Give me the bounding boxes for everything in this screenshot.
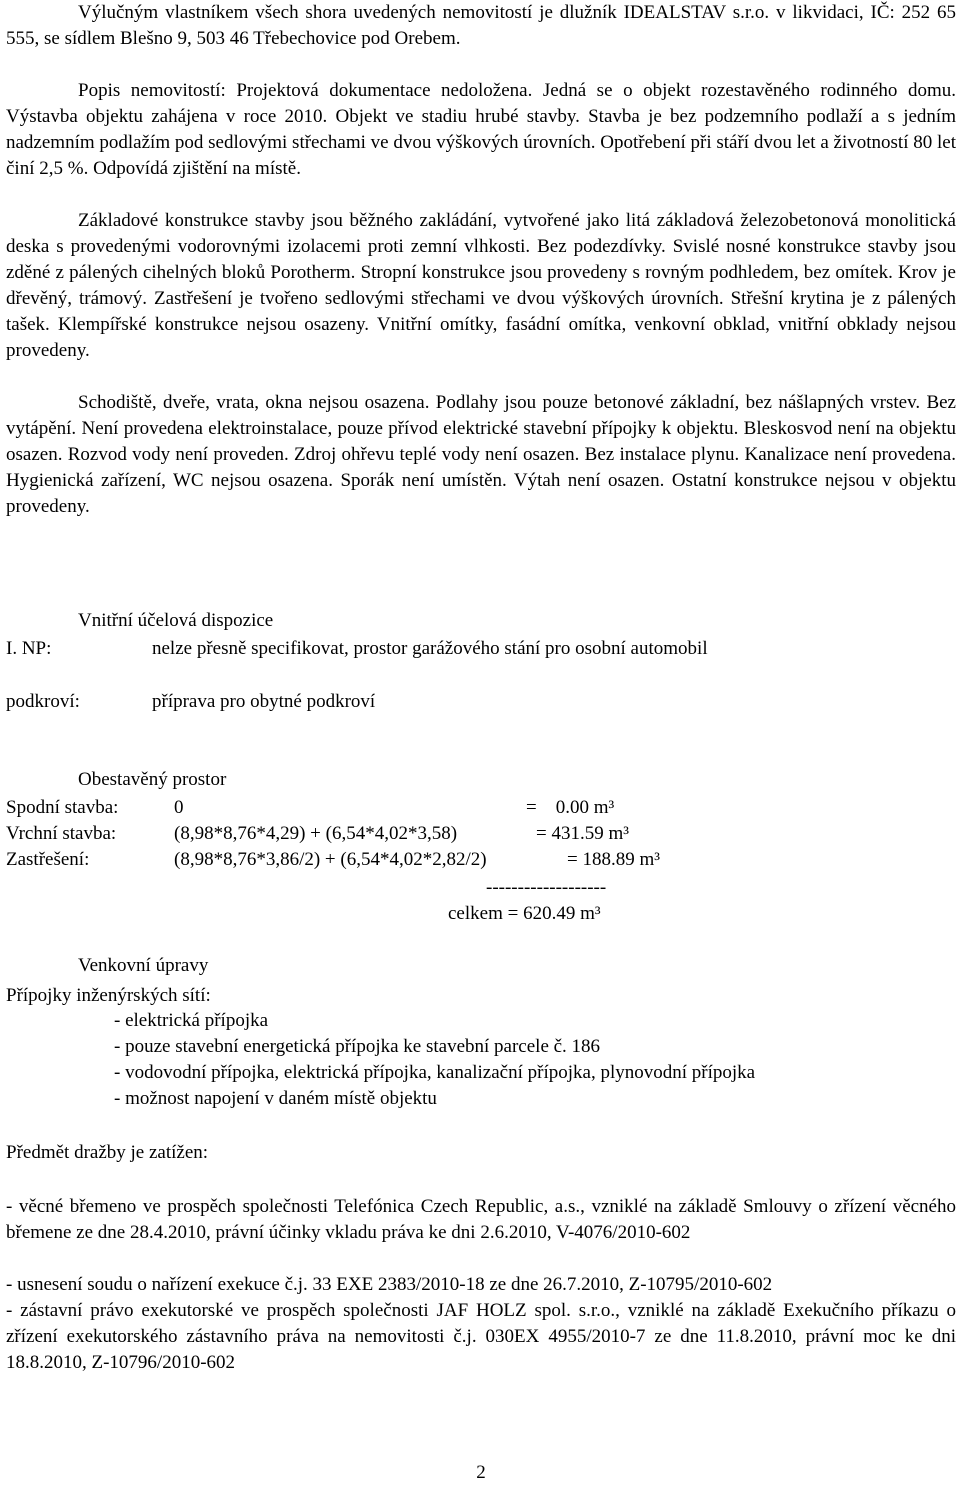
disposition-label: I. NP: xyxy=(6,638,52,659)
owner-paragraph: Výlučným vlastníkem všech shora uvedených nemovitostí je dlužník IDEALSTAV s.r.o. v likvidaci, IČ: 252 65 555, se sídlem Blešno 9, 503 46 Třebechovice pod Orebem. xyxy=(6,2,956,49)
volume-label: Spodní stavba: xyxy=(6,797,119,818)
encumbrance-item: - zástavní právo exekutorské ve prospěch společnosti JAF HOLZ spol. s.r.o., vzniklé na základě Exekučního příkazu o zřízení exekutorského zástavního práva na nemovitosti č.j. 030EX 4955/2010-7 ze dne 11.8.2010, právní moc ke dni 18.8.2010, Z-10796/2010-602 xyxy=(6,1300,956,1373)
list-item: - možnost napojení v daném místě objektu xyxy=(114,1088,437,1109)
list-item: - pouze stavební energetická přípojka ke stavební parcele č. 186 xyxy=(114,1036,601,1057)
volume-separator: ------------------- xyxy=(486,877,607,898)
volume-total: celkem = 620.49 m³ xyxy=(448,903,601,924)
outdoor-subheading: Přípojky inženýrských sítí: xyxy=(6,985,211,1006)
list-item: - elektrická přípojka xyxy=(114,1010,269,1031)
volume-result: = 0.00 m³ xyxy=(526,797,615,818)
disposition-value: příprava pro obytné podkroví xyxy=(152,691,376,712)
encumbrance-item: - věcné břemeno ve prospěch společnosti Telefónica Czech Republic, a.s., vzniklé na základě Smlouvy o zřízení věcného břemene ze dne 28.4.2010, právní účinky vkladu práva ke dni 2.6.2010, V-4076/2010-602 xyxy=(6,1196,956,1243)
description-paragraph-3: Schodiště, dveře, vrata, okna nejsou osazena. Podlahy jsou pouze betonové základní, bez nášlapných vrstev. Bez vytápění. Není provedena elektroinstalace, pouze přívod elektrické stavební přípojky k objektu. Bleskosvod není na objektu osazen. Rozvod vody není proveden. Zdroj ohřevu teplé vody není osazen. Bez instalace plynu. Kanalizace není provedena. Hygienická zařízení, WC nejsou osazena. Sporák není umístěn. Výtah není osazen. Ostatní konstrukce nejsou v objektu provedeny. xyxy=(6,392,956,517)
encumbrances-heading: Předmět dražby je zatížen: xyxy=(6,1142,209,1163)
disposition-value: nelze přesně specifikovat, prostor garážového stání pro osobní automobil xyxy=(152,638,708,659)
outdoor-heading: Venkovní úpravy xyxy=(78,955,209,976)
volume-result: = 188.89 m³ xyxy=(567,849,660,870)
volume-label: Vrchní stavba: xyxy=(6,823,117,844)
volume-formula: 0 xyxy=(174,797,184,818)
volume-heading: Obestavěný prostor xyxy=(78,769,227,790)
volume-formula: (8,98*8,76*4,29) + (6,54*4,02*3,58) xyxy=(174,823,458,844)
volume-label: Zastřešení: xyxy=(6,849,90,870)
list-item: - vodovodní přípojka, elektrická přípojka, kanalizační přípojka, plynovodní přípojka xyxy=(114,1062,756,1083)
volume-result: = 431.59 m³ xyxy=(536,823,629,844)
description-paragraph-1: Popis nemovitostí: Projektová dokumentace nedoložena. Jedná se o objekt rozestavěného rodinného domu. Výstavba objektu zahájena v roce 2010. Objekt ve stadiu hrubé stavby. Stavba je bez podzemního podlaží a s jedním nadzemním podlažím pod sedlovými střechami ve dvou výškových úrovních. Opotřebení při stáří dvou let a životností 80 let činí 2,5 %. Odpovídá zjištění na místě. xyxy=(6,80,956,179)
disposition-heading: Vnitřní účelová dispozice xyxy=(78,610,274,631)
page-number: 2 xyxy=(476,1462,486,1483)
description-paragraph-2: Základové konstrukce stavby jsou běžného zakládání, vytvořené jako litá základová železobetonová monolitická deska s provedenými vodorovnými izolacemi proti zemní vlhkosti. Bez podezdívky. Svislé nosné konstrukce stavby jsou zděné z pálených cihelných bloků Porotherm. Stropní konstrukce jsou provedeny s rovným podhledem, bez omítek. Krov je dřevěný, trámový. Zastřešení je tvořeno sedlovými střechami ve dvou výškových úrovních. Střešní krytina je z pálených tašek. Klempířské konstrukce nejsou osazeny. Vnitřní omítky, fasádní omítka, venkovní obklad, vnitřní obklady nejsou provedeny. xyxy=(6,210,956,361)
disposition-label: podkroví: xyxy=(6,691,80,712)
volume-formula: (8,98*8,76*3,86/2) + (6,54*4,02*2,82/2) xyxy=(174,849,487,870)
encumbrance-item: - usnesení soudu o nařízení exekuce č.j. 33 EXE 2383/2010-18 ze dne 26.7.2010, Z-10795/2010-602 xyxy=(6,1274,773,1295)
